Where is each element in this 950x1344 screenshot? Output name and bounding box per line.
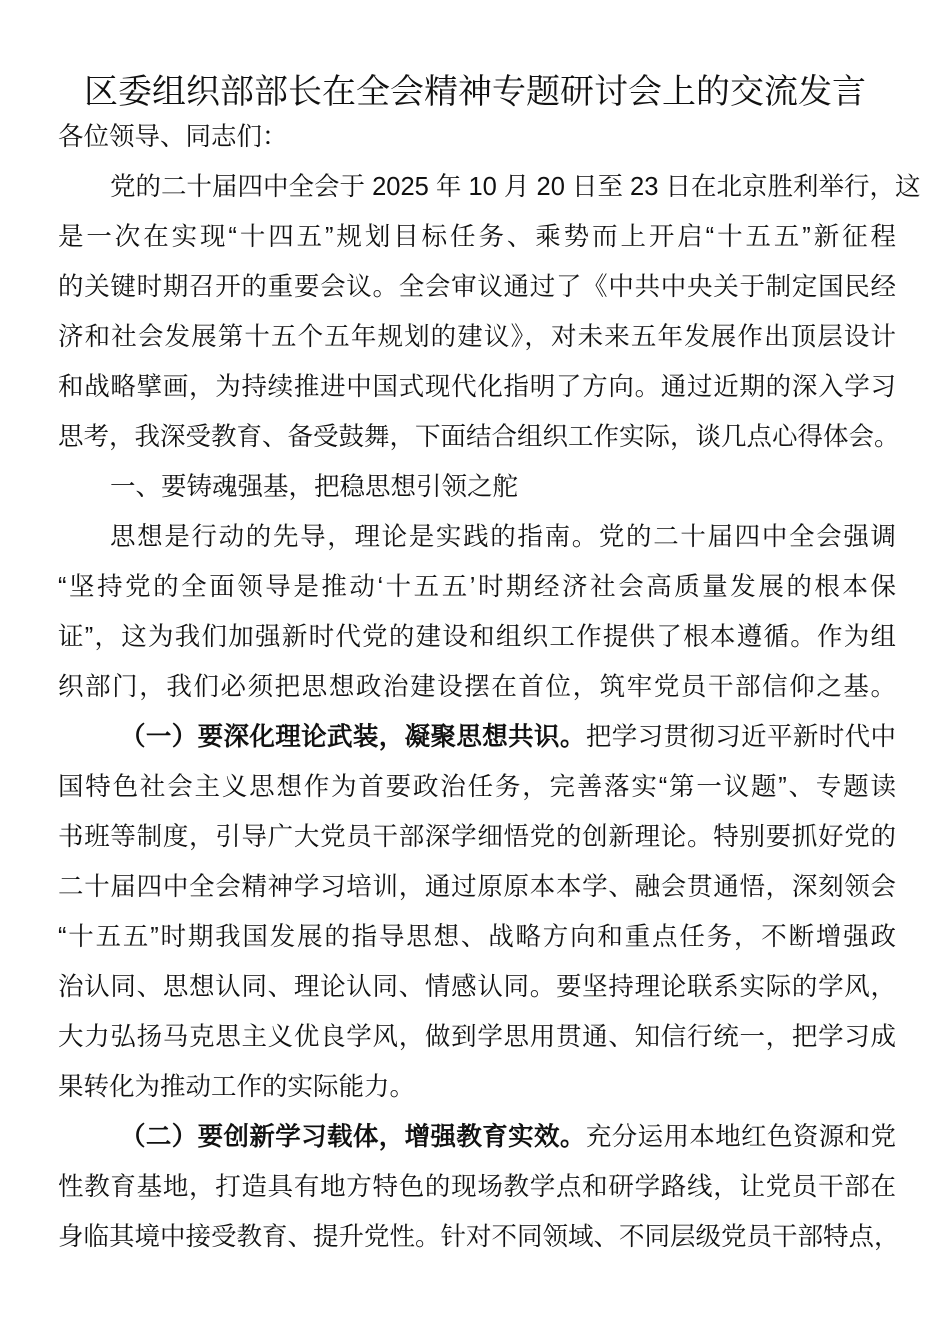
text-line: 的关键时期召开的重要会议。全会审议通过了《中共中央关于制定国民经 (58, 273, 896, 301)
text-line: 济和社会发展第十五个五年规划的建议》，对未来五年发展作出顶层设计 (58, 323, 896, 351)
text-line: “十五五”时期我国发展的指导思想、战略方向和重点任务，不断增强政 (58, 923, 896, 951)
text-line: 思考，我深受教育、备受鼓舞，下面结合组织工作实际，谈几点心得体会。 (58, 423, 900, 451)
text-line (58, 1112, 896, 1162)
text-line: 是一次在实现“十四五”规划目标任务、乘势而上开启“十五五”新征程 (58, 223, 896, 251)
subheading: （一）要深化理论武装，凝聚思想共识。 (120, 723, 586, 751)
salutation: 各位领导、同志们： (58, 123, 288, 151)
text-line: 性教育基地，打造具有地方特色的现场教学点和研学路线，让党员干部在 (58, 1173, 896, 1201)
paragraph-thought (58, 512, 896, 712)
paragraph-theory-armament (58, 712, 896, 1112)
text-line: 证”，这为我们加强新时代党的建设和组织工作提供了根本遵循。作为组 (58, 623, 896, 651)
document-body (58, 112, 921, 1262)
paragraph-intro (58, 162, 921, 462)
text-line: 大力弘扬马克思主义优良学风，做到学思用贯通、知信行统一，把学习成 (58, 1023, 896, 1051)
text-run: 充分运用本地红色资源和党 (585, 1123, 896, 1151)
text-line: 织部门，我们必须把思想政治建设摆在首位，筑牢党员干部信仰之基。 (58, 673, 896, 701)
text-line: 二十届四中全会精神学习培训，通过原原本本学、融会贯通悟，深刻领会 (58, 873, 896, 901)
text-run: 把学习贯彻习近平新时代中 (585, 723, 896, 751)
text-line: 思想是行动的先导，理论是实践的指南。党的二十届四中全会强调 (110, 523, 896, 551)
text-line: 书班等制度，引导广大党员干部深学细悟党的创新理论。特别要抓好党的 (58, 823, 896, 851)
text-line: 治认同、思想认同、理论认同、情感认同。要坚持理论联系实际的学风， (58, 973, 896, 1001)
text-line: “坚持党的全面领导是推动‘十五五’时期经济社会高质量发展的根本保 (58, 573, 896, 601)
text-line (58, 712, 896, 762)
section-heading: 一、要铸魂强基，把稳思想引领之舵 (110, 473, 519, 501)
text-line: 党的二十届四中全会于 2025 年 10 月 20 日至 23 日在北京胜利举行，这 (110, 173, 921, 201)
text-line: 身临其境中接受教育、提升党性。针对不同领域、不同层级党员干部特点， (58, 1223, 900, 1251)
paragraph-learning-carrier (58, 1112, 900, 1262)
text-line: 和战略擘画，为持续推进中国式现代化指明了方向。通过近期的深入学习 (58, 373, 896, 401)
document-title: 区委组织部部长在全会精神专题研讨会上的交流发言 (84, 73, 866, 111)
subheading: （二）要创新学习载体，增强教育实效。 (120, 1123, 586, 1151)
text-line: 国特色社会主义思想作为首要政治任务，完善落实“第一议题”、专题读 (58, 773, 896, 801)
text-line: 果转化为推动工作的实际能力。 (58, 1073, 416, 1101)
